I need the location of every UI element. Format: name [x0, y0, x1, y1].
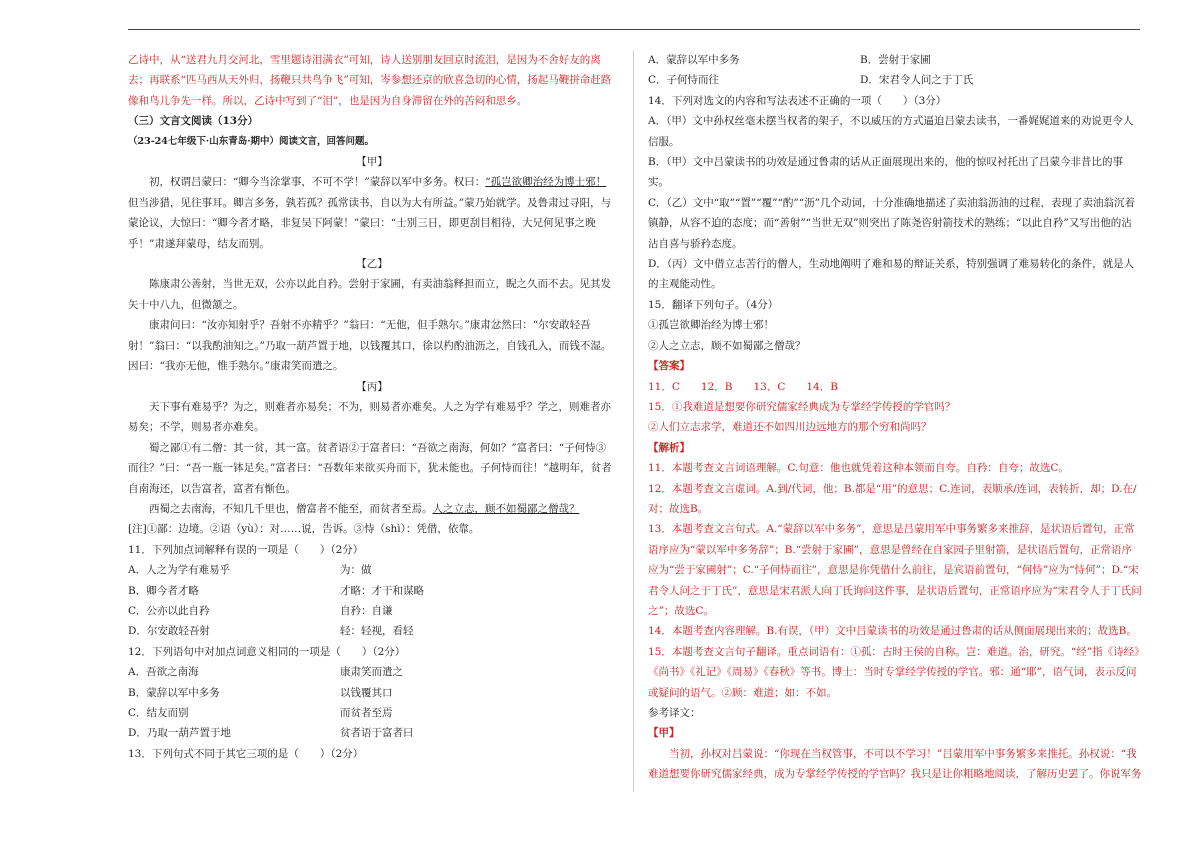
left-column	[128, 50, 616, 764]
q12-option: A．吾欲之南海 康肃笑而遣之	[128, 666, 403, 679]
reference-translation: 当初，孙权对吕蒙说：“你现在当权管事，不可以不学习！”吕蒙用军中事务繁多来推托。孙权说：“我难道想要你研究儒家经典，成为专掌经学传授的学官吗？我只是让你粗略地阅读，了解历史罢了。你说军务	[648, 747, 1142, 781]
right-column	[648, 50, 1142, 785]
column-divider	[633, 50, 634, 792]
q12-option: C．结友而别 而贫者至焉	[128, 707, 393, 719]
passage-jia-label: 【甲】	[356, 156, 388, 169]
analysis-11: 11．本题考查文言词语理解。C.句意：他也就凭着这种本领而自夸。自矜：自夸；故选C。	[648, 462, 1069, 475]
q13-option: A．蒙辞以军中多务 B．尝射于家圃	[648, 54, 931, 66]
passage-bing-p2: 蜀之鄙①有二僧：其一贫，其一富。贫者语②于富者曰：“吾欲之南海，何如？”富者曰：“子何恃③而往？”曰：“吾一瓶一钵足矣。”富者曰：“吾数年来欲买舟而下，犹未能也。子何恃而往！”越明年，贫者自南海还，以告富者，富者有惭色。	[128, 441, 612, 495]
question-13: 13．下列句式不同于其它三项的是（ ）（2分）	[128, 747, 364, 760]
q15-sentence-2: ②人之立志，顾不如蜀鄙之僧哉？	[648, 339, 806, 352]
reference-heading: 参考译文：	[648, 707, 701, 719]
answer-line: 11．C 12．B 13．C 14．B	[648, 380, 838, 393]
passage-yi-label: 【乙】	[356, 258, 388, 271]
q11-option: A．人之为学有难易乎 为：做	[128, 564, 372, 577]
q14-option-a: A．（甲）文中孙权丝毫未摆当权者的架子，不以威压的方式逼迫吕蒙去读书，一番娓娓道来的劝说更令人信服。	[648, 115, 1134, 148]
q11-option: C．公亦以此自矜 自矜：自谦	[128, 604, 393, 617]
passage-bing-p1: 天下事有难易乎？为之，则难者亦易矣；不为，则易者亦难矣。人之为学有难易乎？学之，则难者亦易矣；不学，则易者亦难矣。	[128, 400, 611, 434]
question-source: （23-24七年级下·山东青岛·期中）阅读文言，回答问题。	[128, 135, 374, 147]
question-15: 15．翻译下列句子。（4分）	[648, 298, 779, 311]
analysis-heading: 【解析】	[648, 441, 690, 454]
question-14: 14．下列对选文的内容和写法表述不正确的一项（ ）（3分）	[648, 94, 947, 107]
analysis-12: 12．本题考查文言虚词。A.到/代词，他；B.都是“用”的意思；C.连词，表顺承/连词，表转折，却；D.在/对；故选B。	[648, 482, 1137, 515]
underlined-sentence: 人之立志，顾不如蜀鄙之僧哉？	[432, 502, 580, 515]
underlined-sentence: “孤岂欲卿治经为博士邪！	[485, 176, 607, 189]
passage-bing-p3: 西蜀之去南海，不知几千里也，僧富者不能至，而贫者至焉。人之立志，顾不如蜀鄙之僧哉？	[149, 502, 580, 515]
q11-option: B．卿今者才略 才略：才干和谋略	[128, 584, 424, 597]
analysis-14: 14．本题考查内容理解。B.有误，（甲）文中吕蒙读书的功效是通过鲁肃的话从侧面展现出来的；故选B。	[648, 625, 1137, 638]
q12-option: D．乃取一葫芦置于地 贫者语于富者曰	[128, 727, 414, 740]
analysis-15: 15．本题考查文言句子翻译。重点词语有：①孤：古时王侯的自称。岂：难道。治，研究。“经”指《诗经》《尚书》《礼记》《周易》《春秋》等书。博士：当时专掌经学传授的学官。邪：通“耶”，语气词，表示反问或疑问的语气。②顾：难道；如：不如。	[648, 645, 1140, 699]
q15-sentence-1: ①孤岂欲卿治经为博士邪！	[648, 319, 774, 332]
q14-option-b: B．（甲）文中吕蒙读书的功效是通过鲁肃的话从正面展现出来的，他的惊叹衬托出了吕蒙今非昔比的事实。	[648, 156, 1123, 189]
passage-jia: 初，权谓吕蒙曰：“卿今当涂掌事，不可不学！”蒙辞以军中多务。权曰：“孤岂欲卿治经为博士邪！但当涉猎，见往事耳。卿言多务，孰若孤？孤常读书，自以为大有所益。”蒙乃始就学。及鲁肃过寻阳，与蒙论议，大惊曰：“卿今者才略，非复吴下阿蒙！”蒙曰：“士别三日，即更刮目相待，大兄何见事之晚乎！”肃遂拜蒙母，结友而别。	[128, 176, 612, 250]
annotation-note: [注]①鄙：边境。②语（yù）：对……说，告诉。③恃（shì）：凭借，依靠。	[128, 523, 480, 536]
q14-option-c: C．（乙）文中“取”“置”“覆”“酌”“沥”几个动词，十分准确地描述了卖油翁沥油的过程，表现了卖油翁沉着镇静，从容不迫的态度；而“善射”“当世无双”则突出了陈尧咨射箭技术的熟练；“以此自矜”又写出他的沾沾自喜与骄矜态度。	[648, 196, 1135, 250]
q11-option: D．尔安敢轻吾射 轻：轻视，看轻	[128, 625, 414, 638]
section-title: （三）文言文阅读（13分）	[128, 115, 259, 128]
passage-bing-label: 【丙】	[356, 380, 388, 393]
answer-15b: ②人们立志求学，难道还不如四川边远地方的那个穷和尚吗？	[648, 421, 932, 434]
poem-analysis: 乙诗中，从“送君九月交河北，雪里题诗泪满衣”可知，诗人送别朋友回京时流泪，是因为不舍好友的离去；再联系“匹马西从天外归，扬鞭只共鸟争飞”可知，岑参想还京的欣喜急切的心情，扬起马鞭拼命赶路像和鸟儿争先一样。所以，乙诗中写到了“泪”，也是因为自身滞留在外的苦闷和思乡。	[128, 54, 612, 107]
q14-option-d: D．（丙）文中借立志苦行的僧人，生动地阐明了难和易的辩证关系，特别强调了难易转化的条件，就是人的主观能动性。	[648, 258, 1135, 291]
passage-yi-p2: 康肃问曰：“汝亦知射乎？吾射不亦精乎？”翁曰：“无他，但手熟尔。”康肃忿然曰：“尔安敢轻吾射！”翁曰：“以我酌油知之。”乃取一葫芦置于地，以钱覆其口，徐以杓酌油沥之，自钱孔入，而钱不湿。因曰：“我亦无他，惟手熟尔。”康肃笑而遣之。	[128, 319, 612, 373]
answer-heading: 【答案】	[648, 360, 690, 373]
q12-option: B．蒙辞以军中多务 以钱覆其口	[128, 686, 393, 699]
question-12: 12．下列语句中对加点词意义相同的一项是（ ）（2分）	[128, 645, 406, 658]
header-rule	[128, 29, 1140, 30]
question-11: 11．下列加点词解释有误的一项是（ ）（2分）	[128, 543, 364, 556]
q13-option: C．子何恃而往 D．宋君令人问之于丁氏	[648, 74, 974, 87]
passage-yi-p1: 陈康肃公善射，当世无双，公亦以此自矜。尝射于家圃，有卖油翁释担而立，睨之久而不去。见其发矢十中八九，但微颔之。	[128, 278, 611, 311]
analysis-13: 13．本题考查文言句式。A.“蒙辞以军中多务”，意思是吕蒙用军中事务繁多来推辞，是状语后置句，正常语序应为“蒙以军中多务辞”；B.“尝射于家圃”，意思是曾经在自家园子里射箭，是状语后置句，正常语序应为“尝于家圃射”；C.“子何恃而往”，意思是你凭借什么前往，是宾语前置句，“何恃”应为“恃何”；D.“宋君令人问之于丁氏”，意思是宋君派人向丁氏询问这件事，是状语后置句，正常语序应为“宋君令人于丁氏问之”；故选C。	[648, 523, 1142, 617]
reference-jia-label: 【甲】	[648, 727, 680, 740]
answer-15a: 15．①我难道是想要你研究儒家经典成为专掌经学传授的学官吗？	[648, 400, 956, 413]
